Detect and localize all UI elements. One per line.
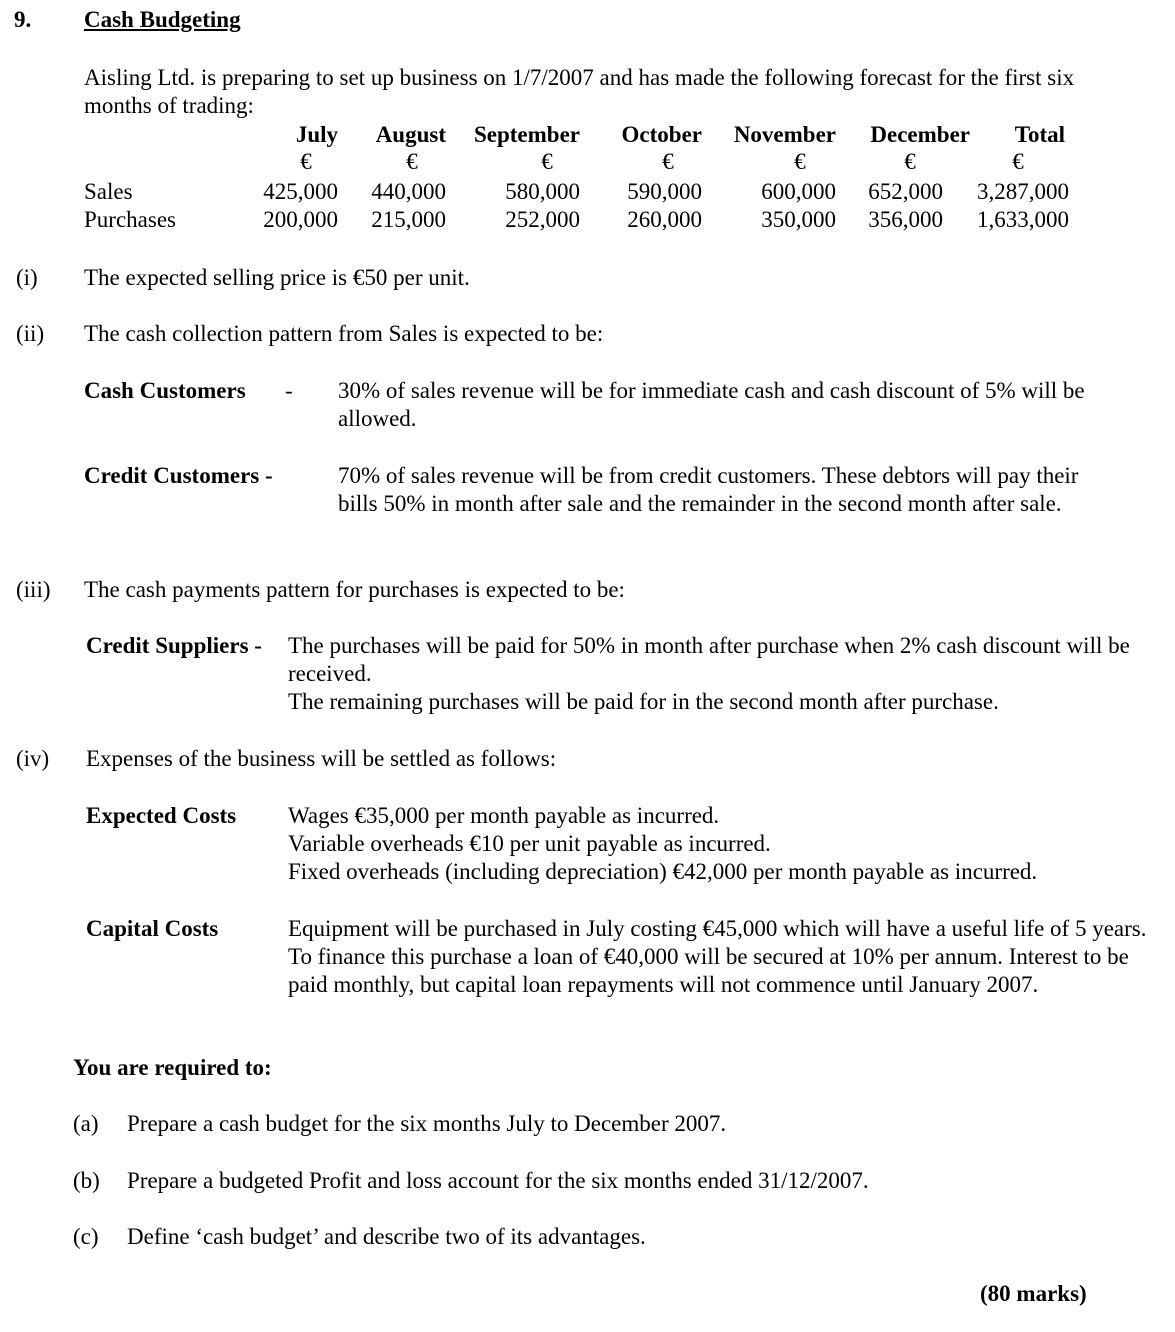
expected-costs-label: Expected Costs: [86, 803, 237, 828]
sales-november: 600,000: [761, 179, 836, 204]
row-label-sales: Sales: [84, 179, 133, 204]
row-label-purchases: Purchases: [84, 207, 176, 232]
purchases-december: 356,000: [868, 207, 943, 232]
currency-total: €: [1012, 149, 1024, 174]
cash-customers-dash: -: [285, 378, 293, 403]
credit-customers-label: Credit Customers -: [84, 463, 273, 488]
credit-suppliers-line2: The remaining purchases will be paid for in the second month after purchase.: [288, 689, 999, 714]
expected-cost-line: Wages €35,000 per month payable as incurred.: [288, 803, 720, 828]
question-title: Cash Budgeting: [84, 7, 241, 32]
currency-october: €: [662, 149, 674, 174]
item-iii-marker: (iii): [16, 577, 51, 602]
intro-paragraph: Aisling Ltd. is preparing to set up business on 1/7/2007 and has made the following forecast for the first six months of trading:: [84, 65, 1075, 118]
cash-customers-label: Cash Customers: [84, 378, 246, 403]
purchases-october: 260,000: [627, 207, 702, 232]
item-ii-text: The cash collection pattern from Sales is expected to be:: [84, 321, 604, 346]
sales-august: 440,000: [371, 179, 446, 204]
currency-september: €: [541, 149, 553, 174]
part-b-text: Prepare a budgeted Profit and loss account for the six months ended 31/12/2007.: [127, 1168, 869, 1193]
part-b-marker: (b): [73, 1168, 100, 1193]
part-c-text: Define ‘cash budget’ and describe two of its advantages.: [127, 1224, 646, 1249]
expected-cost-line: Variable overheads €10 per unit payable as incurred.: [288, 831, 771, 856]
purchases-november: 350,000: [761, 207, 836, 232]
cash-customers-text: 30% of sales revenue will be for immediate cash and cash discount of 5% will be allowed.: [338, 378, 1085, 431]
credit-customers-text: 70% of sales revenue will be from credit customers. These debtors will pay their bills 50% in month after sale and the remainder in the second month after sale.: [338, 463, 1079, 516]
sales-july: 425,000: [263, 179, 338, 204]
part-c-marker: (c): [73, 1224, 99, 1249]
header-august: August: [375, 122, 446, 147]
header-october: October: [621, 122, 702, 147]
purchases-september: 252,000: [505, 207, 580, 232]
item-iv-marker: (iv): [16, 746, 50, 771]
header-total: Total: [1014, 122, 1065, 147]
purchases-august: 215,000: [371, 207, 446, 232]
required-heading: You are required to:: [73, 1055, 272, 1080]
item-iv-text: Expenses of the business will be settled as follows:: [86, 746, 557, 771]
header-july: July: [295, 122, 338, 147]
capital-costs-label: Capital Costs: [86, 916, 219, 941]
item-i-marker: (i): [16, 265, 38, 290]
currency-december: €: [904, 149, 916, 174]
header-november: November: [733, 122, 836, 147]
purchases-total: 1,633,000: [977, 207, 1069, 232]
sales-total: 3,287,000: [977, 179, 1069, 204]
purchases-july: 200,000: [263, 207, 338, 232]
question-number: 9.: [14, 7, 32, 32]
credit-suppliers-label: Credit Suppliers -: [86, 633, 262, 658]
credit-suppliers-line1: The purchases will be paid for 50% in month after purchase when 2% cash discount will be received.: [288, 633, 1130, 686]
item-iii-text: The cash payments pattern for purchases is expected to be:: [84, 577, 625, 602]
marks-total: (80 marks): [980, 1281, 1087, 1306]
sales-september: 580,000: [505, 179, 580, 204]
item-ii-marker: (ii): [16, 321, 45, 346]
part-a-marker: (a): [73, 1111, 99, 1136]
sales-december: 652,000: [868, 179, 943, 204]
currency-august: €: [406, 149, 418, 174]
header-december: December: [870, 122, 970, 147]
part-a-text: Prepare a cash budget for the six months July to December 2007.: [127, 1111, 727, 1136]
currency-november: €: [794, 149, 806, 174]
sales-october: 590,000: [627, 179, 702, 204]
currency-july: €: [300, 149, 312, 174]
expected-cost-line: Fixed overheads (including depreciation) €42,000 per month payable as incurred.: [288, 859, 1038, 884]
header-september: September: [473, 122, 580, 147]
capital-costs-text: Equipment will be purchased in July costing €45,000 which will have a useful life of 5 years. To finance this purchase a loan of €40,000 will be secured at 10% per annum. Interest to be paid monthly, but capital loan repayments will not commence until January 2007.: [288, 916, 1147, 997]
item-i-text: The expected selling price is €50 per unit.: [84, 265, 470, 290]
